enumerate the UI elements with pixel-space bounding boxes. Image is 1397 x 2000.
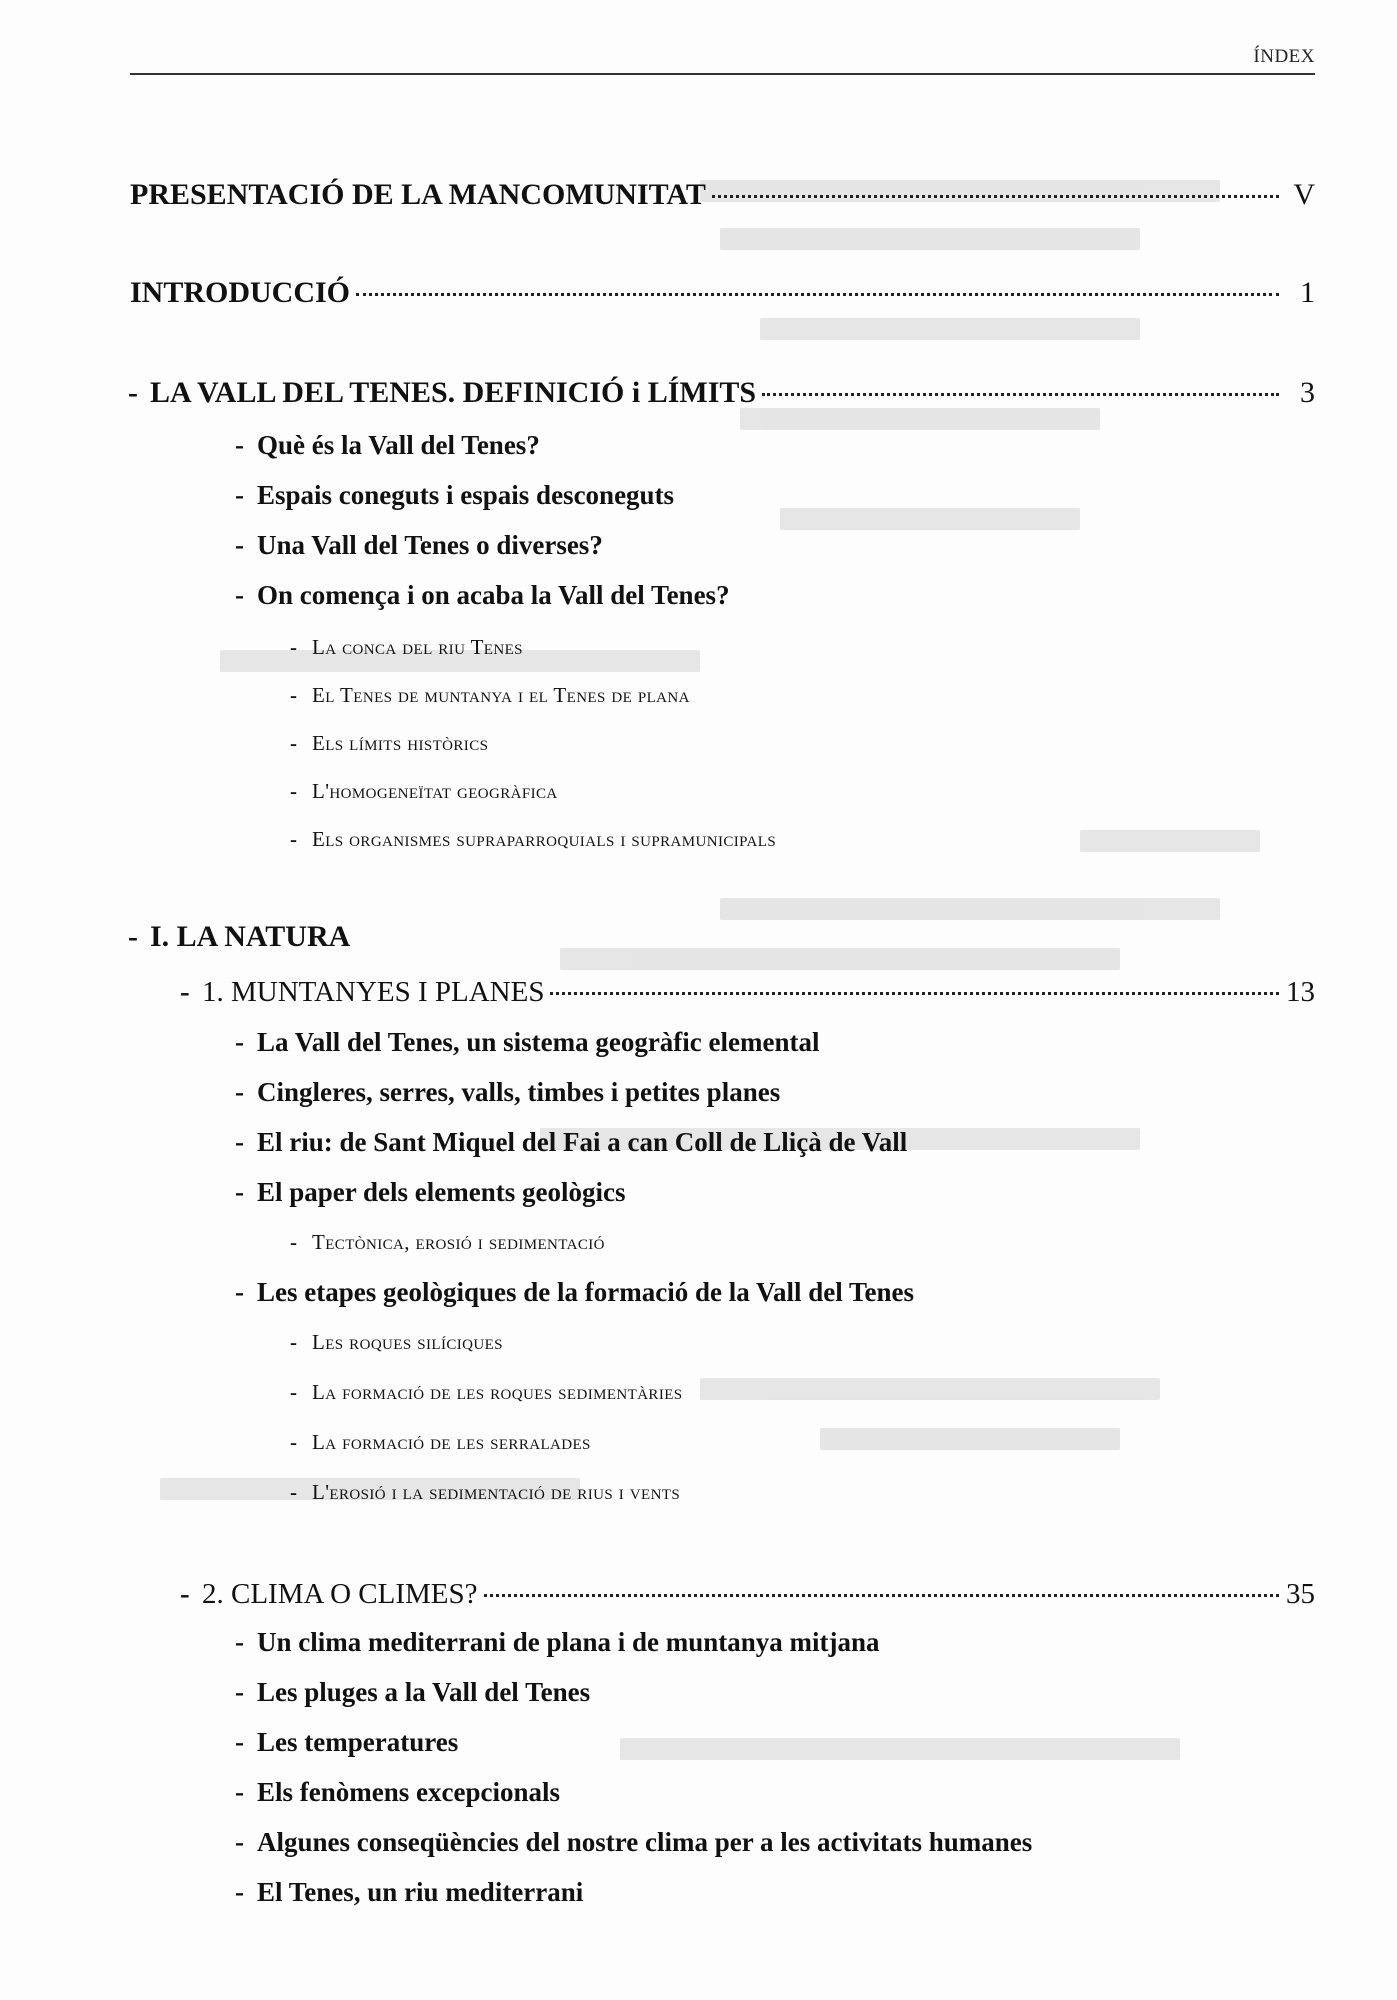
toc-subentry-title: Un clima mediterrani de plana i de muntanya mitjana: [257, 1627, 880, 1657]
toc-entry-title: INTRODUCCIÓ: [130, 276, 351, 309]
dot-leader: [356, 293, 1279, 296]
dot-leader: [550, 992, 1279, 995]
toc-subentry-title: Algunes conseqüències del nostre clima per a les activitats humanes: [257, 1827, 1033, 1857]
toc-subentry-title: La Vall del Tenes, un sistema geogràfic elemental: [257, 1027, 820, 1057]
toc-subentry: [235, 1127, 907, 1158]
toc-subentry-title: Les etapes geològiques de la formació de la Vall del Tenes: [257, 1277, 915, 1307]
toc-subentry: [235, 580, 730, 611]
toc-subentry: [235, 1627, 880, 1658]
toc-subentry: [235, 1727, 458, 1758]
toc-subsubentry-title: La conca del riu Tenes: [312, 635, 523, 659]
toc-subsubentry-title: La formació de les roques sedimentàries: [312, 1380, 683, 1404]
toc-subsubentry: [290, 731, 488, 756]
dash-bullet: -: [128, 376, 138, 409]
toc-entry-title: PRESENTACIÓ DE LA MANCOMUNITAT: [130, 178, 706, 211]
toc-subsubentry: [290, 1330, 503, 1355]
toc-subsubentry-title: L'erosió i la sedimentació de rius i vents: [312, 1480, 681, 1504]
toc-subentry-title: Les pluges a la Vall del Tenes: [257, 1677, 591, 1707]
dash-bullet: -: [128, 920, 138, 953]
toc-subsubentry-title: Els límits històrics: [312, 731, 489, 755]
page-header-label: ÍNDEX: [1253, 46, 1315, 67]
dash-bullet: -: [235, 430, 244, 460]
toc-subsubentry: [290, 1480, 680, 1505]
toc-entry-page: V: [1293, 178, 1315, 211]
toc-subentry-title: Una Vall del Tenes o diverses?: [257, 530, 603, 560]
toc-subsubentry-title: L'homogeneïtat geogràfica: [312, 779, 558, 803]
toc-section-muntanyes: [180, 976, 1315, 1009]
dash-bullet: -: [235, 1027, 244, 1057]
dash-bullet: -: [290, 827, 298, 851]
toc-subentry-title: Cingleres, serres, valls, timbes i petites planes: [257, 1077, 781, 1107]
toc-entry-introduccio: [130, 276, 1315, 310]
dash-bullet: -: [235, 1677, 244, 1707]
toc-subsubentry: [290, 779, 558, 804]
toc-section-title: 2. CLIMA O CLIMES?: [202, 1578, 478, 1610]
toc-subentry-title: Espais coneguts i espais desconeguts: [257, 480, 675, 510]
dot-leader: [484, 1594, 1280, 1597]
toc-subentry: [235, 480, 674, 511]
toc-subentry: [235, 430, 540, 461]
toc-subentry: [235, 530, 603, 561]
toc-subentry: [235, 1027, 820, 1058]
toc-subentry-title: Els fenòmens excepcionals: [257, 1777, 560, 1807]
toc-subentry: [235, 1877, 583, 1908]
toc-entry-presentacio: [130, 178, 1315, 212]
dash-bullet: -: [290, 1230, 298, 1254]
toc-subsubentry: [290, 1380, 683, 1405]
dot-leader: [712, 195, 1279, 198]
toc-entry-page: 35: [1286, 1578, 1315, 1610]
dash-bullet: -: [235, 1777, 244, 1807]
dash-bullet: -: [235, 480, 244, 510]
toc-subsubentry-title: Tectònica, erosió i sedimentació: [312, 1230, 605, 1254]
dash-bullet: -: [290, 1330, 298, 1354]
toc-subentry: [235, 1277, 914, 1308]
toc-entry-page: 13: [1286, 976, 1315, 1008]
dash-bullet: -: [235, 1177, 244, 1207]
toc-subsubentry-title: Les roques silíciques: [312, 1330, 503, 1354]
toc-subentry: [235, 1177, 625, 1208]
toc-section-clima: [180, 1578, 1315, 1611]
toc-subentry-title: El riu: de Sant Miquel del Fai a can Coll de Lliçà de Vall: [257, 1127, 908, 1157]
dash-bullet: -: [235, 1277, 244, 1307]
dash-bullet: -: [180, 976, 190, 1008]
toc-subsubentry-title: La formació de les serralades: [312, 1430, 591, 1454]
toc-subentry: [235, 1777, 560, 1808]
toc-entry-page: 3: [1300, 376, 1315, 409]
toc-subentry-title: Què és la Vall del Tenes?: [257, 430, 540, 460]
toc-section-title: 1. MUNTANYES I PLANES: [202, 976, 545, 1008]
toc-subentry-title: El Tenes, un riu mediterrani: [257, 1877, 584, 1907]
toc-subsubentry: [290, 1430, 591, 1455]
dash-bullet: -: [290, 683, 298, 707]
dash-bullet: -: [235, 1077, 244, 1107]
toc-part-title: I. LA NATURA: [150, 920, 351, 953]
dash-bullet: -: [235, 1727, 244, 1757]
toc-subsubentry: [290, 1230, 605, 1255]
toc-subsubentry: [290, 635, 523, 660]
toc-subentry: [235, 1827, 1032, 1858]
dash-bullet: -: [290, 1430, 298, 1454]
toc-subentry-title: Les temperatures: [257, 1727, 459, 1757]
toc-subsubentry: [290, 683, 690, 708]
toc-subentry: [235, 1077, 780, 1108]
toc-entry-page: 1: [1300, 276, 1315, 309]
dot-leader: [762, 393, 1279, 396]
dash-bullet: -: [235, 1627, 244, 1657]
dash-bullet: -: [290, 731, 298, 755]
dash-bullet: -: [235, 530, 244, 560]
header-rule: [130, 73, 1315, 75]
dash-bullet: -: [180, 1578, 190, 1610]
dash-bullet: -: [235, 1127, 244, 1157]
dash-bullet: -: [290, 779, 298, 803]
toc-subentry: [235, 1677, 590, 1708]
dash-bullet: -: [235, 1877, 244, 1907]
toc-subsubentry: [290, 827, 776, 852]
dash-bullet: -: [235, 1827, 244, 1857]
toc-subsubentry-title: Els organismes supraparroquials i supramunicipals: [312, 827, 777, 851]
toc-subentry-title: On comença i on acaba la Vall del Tenes?: [257, 580, 730, 610]
toc-entry-title: LA VALL DEL TENES. DEFINICIÓ i LÍMITS: [150, 376, 757, 409]
dash-bullet: -: [290, 1380, 298, 1404]
toc-entry-vall-del-tenes: [128, 376, 1315, 410]
toc-subentry-title: El paper dels elements geològics: [257, 1177, 626, 1207]
toc-subsubentry-title: El Tenes de muntanya i el Tenes de plana: [312, 683, 690, 707]
toc-part-natura: [128, 920, 350, 954]
dash-bullet: -: [290, 635, 298, 659]
dash-bullet: -: [290, 1480, 298, 1504]
dash-bullet: -: [235, 580, 244, 610]
